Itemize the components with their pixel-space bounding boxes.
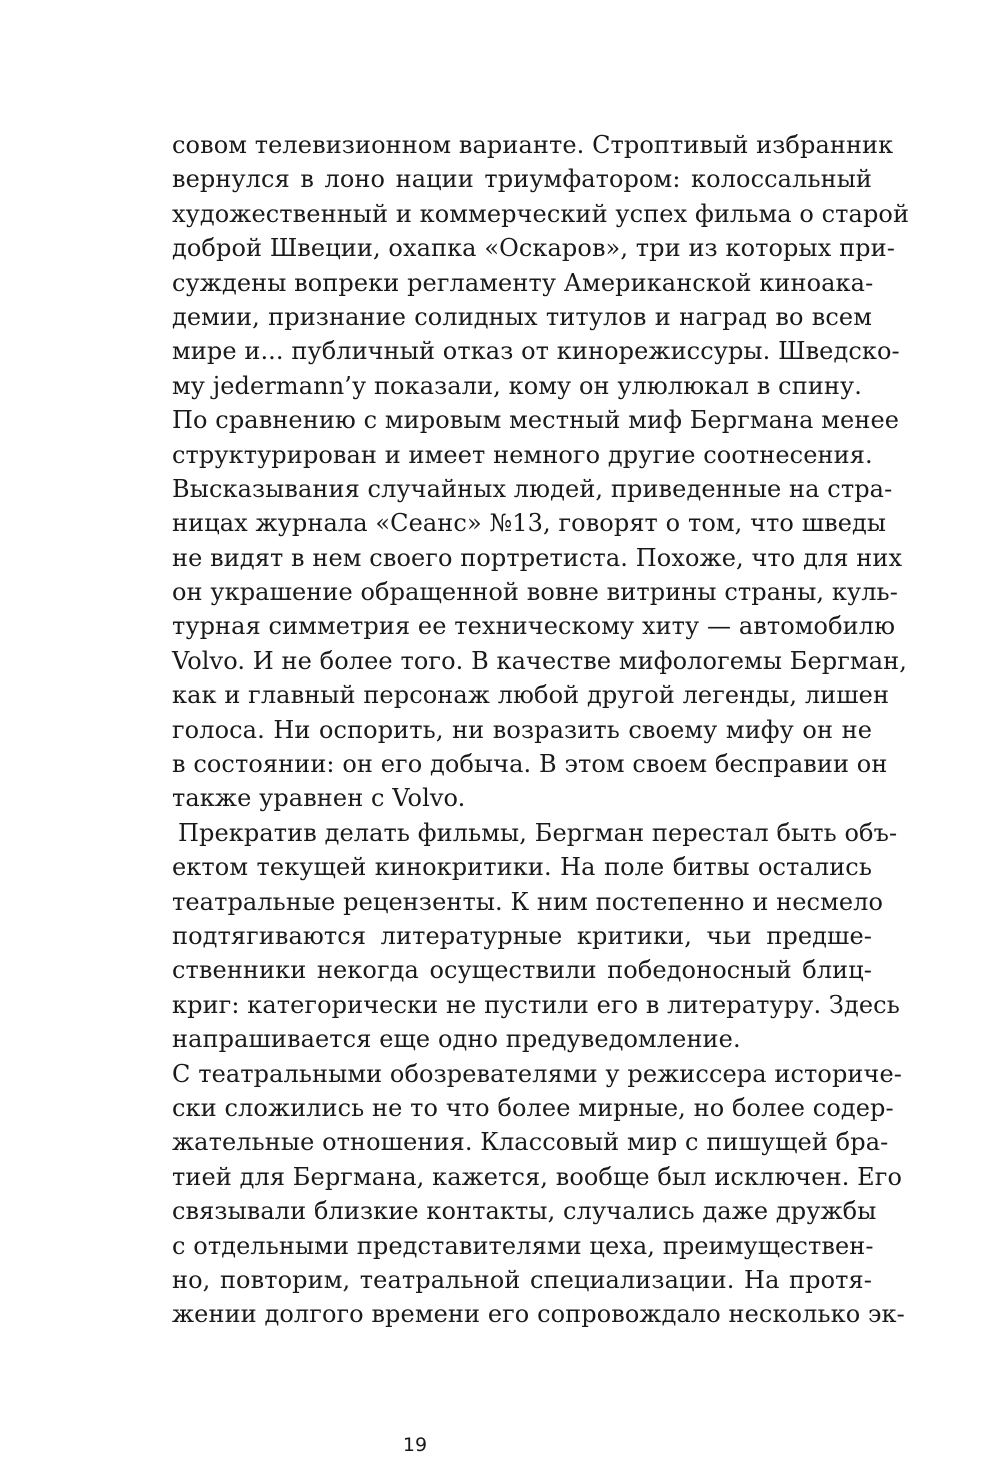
text-line: По сравнению с мировым местный миф Бергмана менее xyxy=(172,406,900,435)
text-line: вернулся в лоно нации триумфатором: колоссальный xyxy=(172,165,872,194)
text-line: ски сложились не то что более мирные, но более содер- xyxy=(172,1093,894,1122)
text-line: Volvo. И не более того. В качестве мифологемы Бергман, xyxy=(172,646,907,675)
paragraph xyxy=(172,403,907,816)
text-line: напрашивается еще одно предуведомление. xyxy=(172,1025,741,1054)
text-line: не видят в нем своего портретиста. Похоже, что для них xyxy=(172,543,903,572)
text-line: турная симметрия ее техническому хиту — автомобилю xyxy=(172,612,896,641)
text-line: с отдельными представителями цеха, преимуществен- xyxy=(172,1231,874,1260)
text-line: жательные отношения. Классовый мир с пишущей бра- xyxy=(172,1128,889,1157)
page-number: 19 xyxy=(402,1434,428,1456)
text-line: ственники некогда осуществили победоносный блиц- xyxy=(172,956,872,985)
paragraph xyxy=(172,1057,905,1332)
text-line: подтягиваются литературные критики, чьи предше- xyxy=(172,921,872,950)
paragraph xyxy=(172,128,910,403)
text-line: суждены вопреки регламенту Американской киноака- xyxy=(172,268,874,297)
paragraph xyxy=(172,816,900,1057)
text-line: жении долгого времени его сопровождало несколько эк- xyxy=(172,1300,905,1329)
text-line: ницах журнала «Сеанс» №13, говорят о том, что шведы xyxy=(172,509,887,538)
text-line: му jedermann’у показали, кому он улюлюкал в спину. xyxy=(172,371,862,400)
text-line: демии, признание солидных титулов и наград во всем xyxy=(172,302,872,331)
text-line: связывали близкие контакты, случались даже дружбы xyxy=(172,1197,877,1226)
text-line: структурирован и имеет немного другие соотнесения. xyxy=(172,440,873,469)
text-line: также уравнен с Volvo. xyxy=(172,784,466,813)
text-line: в состоянии: он его добыча. В этом своем бесправии он xyxy=(172,750,888,779)
text-line: ектом текущей кинокритики. На поле битвы остались xyxy=(172,853,872,882)
text-line: театральные рецензенты. К ним постепенно и несмело xyxy=(172,887,884,916)
text-line: криг: категорически не пустили его в литературу. Здесь xyxy=(172,990,900,1019)
text-line: как и главный персонаж любой другой легенды, лишен xyxy=(172,681,890,710)
text-line: художественный и коммерческий успех фильма о старой xyxy=(172,199,910,228)
text-line: совом телевизионном варианте. Строптивый избранник xyxy=(172,131,894,159)
text-line: мире и... публичный отказ от кинорежиссуры. Шведско- xyxy=(172,337,900,366)
text-line: тией для Бергмана, кажется, вообще был исключен. Его xyxy=(172,1162,902,1191)
text-line: доброй Швеции, охапка «Оскаров», три из которых при- xyxy=(172,234,895,263)
body-text xyxy=(172,128,910,1332)
text-line: он украшение обращенной вовне витрины страны, куль- xyxy=(172,578,898,607)
text-line: Прекратив делать фильмы, Бергман перестал быть объ- xyxy=(178,818,898,847)
text-line: но, повторим, театральной специализации. На протя- xyxy=(172,1265,872,1294)
text-line: С театральными обозревателями у режиссера историче- xyxy=(172,1059,902,1088)
text-line: голоса. Ни оспорить, ни возразить своему мифу он не xyxy=(172,715,872,744)
text-line: Высказывания случайных людей, приведенные на стра- xyxy=(172,474,893,503)
